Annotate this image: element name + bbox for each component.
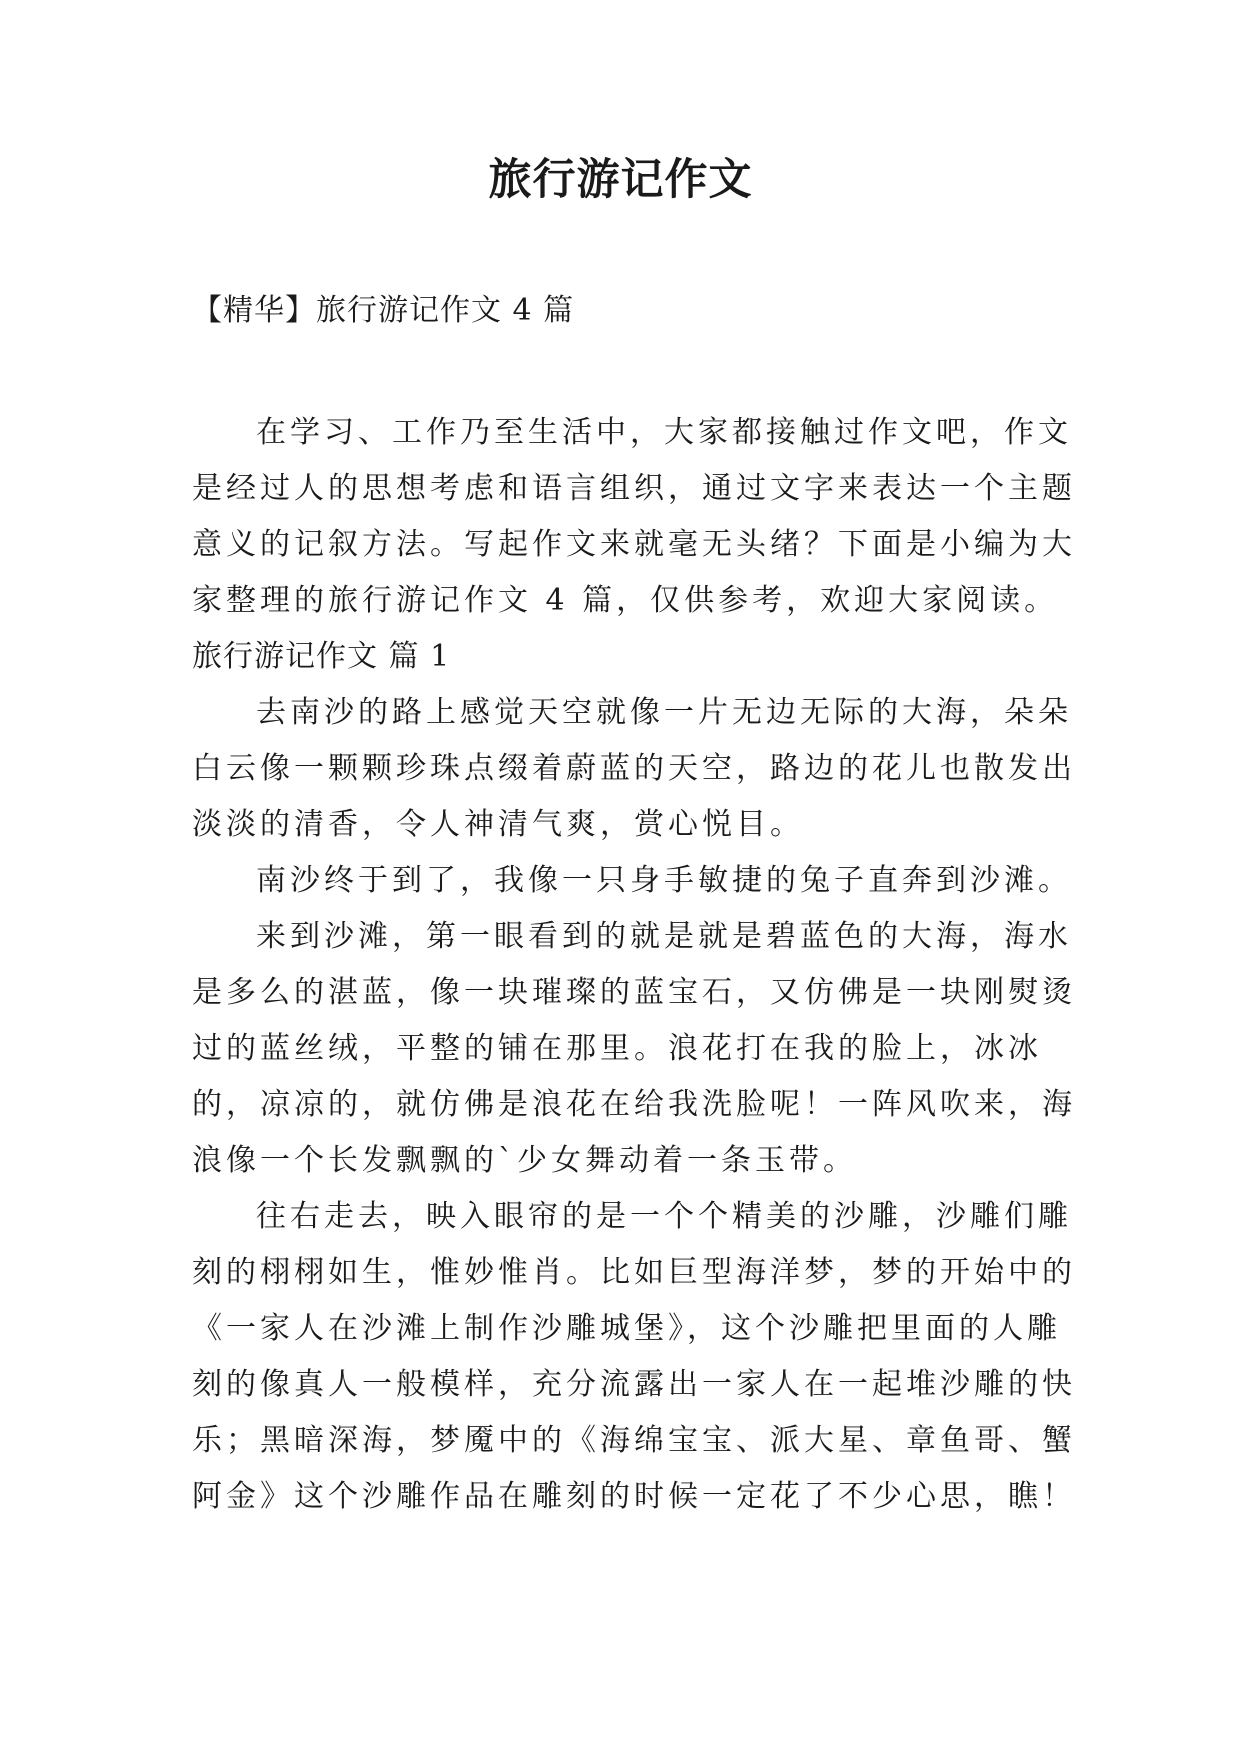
document-body (192, 405, 1082, 1525)
document-subtitle: 【精华】旅行游记作文 4 篇 (192, 293, 575, 328)
paragraph-sand-sculptures: 往右走去，映入眼帘的是一个个精美的沙雕，沙雕们雕刻的栩栩如生，惟妙惟肖。比如巨型海洋梦，梦的开始中的《一家人在沙滩上制作沙雕城堡》，这个沙雕把里面的人雕刻的像真人一般模样，充分流露出一家人在一起堆沙雕的快乐；黑暗深海，梦魇中的《海绵宝宝、派大星、章鱼哥、蟹阿金》这个沙雕作品在雕刻的时候一定花了不少心思，瞧！ (192, 1199, 1076, 1514)
paragraph-road: 去南沙的路上感觉天空就像一片无边无际的大海，朵朵白云像一颗颗珍珠点缀着蔚蓝的天空，路边的花儿也散发出淡淡的清香，令人神清气爽，赏心悦目。 (192, 695, 1076, 842)
intro-paragraph: 在学习、工作乃至生活中，大家都接触过作文吧，作文是经过人的思想考虑和语言组织，通过文字来表达一个主题意义的记叙方法。写起作文来就毫无头绪？下面是小编为大家整理的旅行游记作文 4 篇，仅供参考，欢迎大家阅读。 (192, 415, 1076, 618)
section-heading-1: 旅行游记作文 篇 1 (192, 639, 451, 674)
paragraph-sea: 来到沙滩，第一眼看到的就是就是碧蓝色的大海，海水是多么的湛蓝，像一块璀璨的蓝宝石，又仿佛是一块刚熨烫过的蓝丝绒，平整的铺在那里。浪花打在我的脸上，冰冰的，凉凉的，就仿佛是浪花在给我洗脸呢！一阵风吹来，海浪像一个长发飘飘的`少女舞动着一条玉带。 (192, 919, 1076, 1178)
paragraph-arrival: 南沙终于到了，我像一只身手敏捷的兔子直奔到沙滩。 (256, 863, 1072, 898)
document-title: 旅行游记作文 (488, 155, 753, 205)
